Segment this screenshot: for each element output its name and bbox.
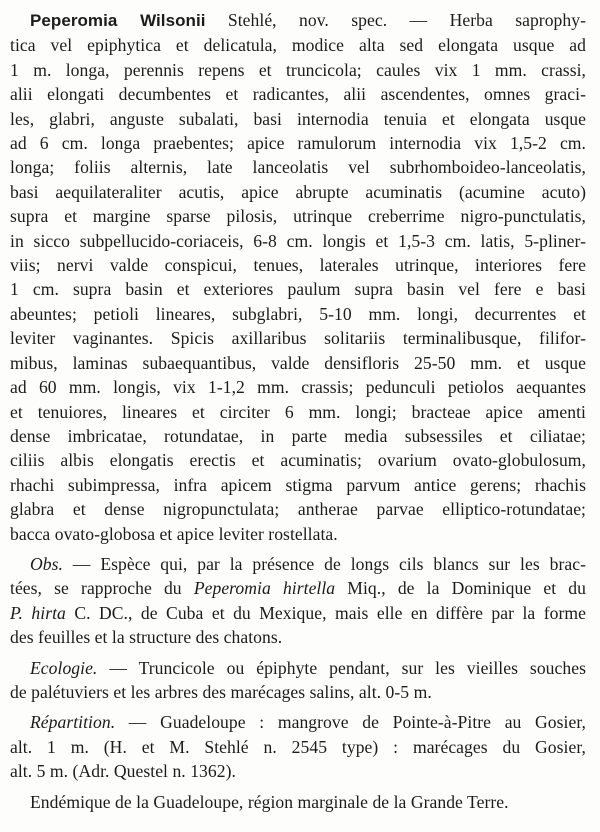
description-line: glabra et dense nigropunctulata; antherae parvae elliptico-rotundatae; [10, 499, 586, 520]
description-line: viis; nervi valde conspicui, tenues, laterales utrinque, interiores fere [10, 255, 586, 276]
species-title: Peperomia Wilsonii [30, 11, 206, 30]
species-description [10, 8, 586, 546]
description-line: dense imbricatae, rotundatae, in parte media subsessiles et ciliatae; [10, 425, 586, 446]
description-line: supra et margine sparse pilosis, utrinque creberrime nigro-punctulatis, [10, 206, 586, 227]
taxon-name: Peperomia hirtella [193, 578, 336, 599]
description-line: rhachi subimpressa, infra apicem stigma parvum antice gerens; rhachis [10, 474, 586, 495]
endemique-paragraph: Endémique de la Guadeloupe, région marginale de la Grande Terre. [30, 791, 509, 812]
description-line: Peperomia Wilsonii Stehlé, nov. spec. — Herba saprophy- [30, 10, 587, 30]
description-line: mibus, laminas subaequantibus, valde densifloris 25-50 mm. et usque [10, 352, 586, 373]
repartition-label: Répartition. [30, 712, 116, 733]
ecologie-paragraph: Ecologie. — Truncicole ou épiphyte pendant, sur les vieilles souches de palétuviers et les arbres des marécages salins, alt. 0-5 m. [10, 657, 586, 702]
description-line: longa; foliis alternis, late lanceolatis vel subrhomboideo-lanceolatis, [10, 157, 586, 178]
description-line: ciliis albis elongatis erectis et acuminatis; ovarium ovato-globulosum, [10, 450, 586, 471]
obs-label: Obs. [30, 553, 63, 574]
taxon-name: P. hirta [10, 602, 66, 623]
description-line: 1 m. longa, perennis repens et truncicola; caules vix 1 mm. crassi, [10, 59, 586, 80]
description-line: les, glabri, anguste subalati, basi internodia tenuia et elongata usque [10, 108, 586, 129]
description-line: abeuntes; petioli lineares, subglabri, 5-10 mm. longi, decurrentes et [10, 303, 586, 324]
description-line: ad 60 mm. longis, vix 1-1,2 mm. crassis; pedunculi petiolos aequantes [10, 377, 586, 398]
ecologie-label: Ecologie. [30, 657, 98, 678]
description-line: alii elongati decumbentes et radicantes, alii ascendentes, omnes graci- [10, 84, 586, 105]
description-line: ad 6 cm. longa praebentes; apice ramulorum internodia vix 1,5-2 cm. [10, 133, 586, 154]
description-line: in sicco subpellucido-coriaceis, 6-8 cm. longis et 1,5-3 cm. latis, 5-pliner- [10, 230, 586, 251]
description-line: leviter vaginantes. Spicis axillaribus solitariis terminalibusque, filifor- [10, 328, 586, 349]
description-line: 1 cm. supra basin et exteriores paulum supra basin vel fere e basi [10, 279, 586, 300]
repartition-paragraph: Répartition. — Guadeloupe : mangrove de Pointe-à-Pitre au Gosier, alt. 1 m. (H. et M. Stehlé n. 2545 type) : marécages du Gosier, alt. 5 m. (Adr. Questel n. 1362). [10, 712, 586, 782]
description-line: basi aequilateraliter acutis, apice abrupte acuminatis (acumine acuto) [10, 181, 586, 202]
description-line: tica vel epiphytica et delicatula, modice alta sed elongata usque ad [10, 35, 586, 56]
obs-paragraph: Obs. — Espèce qui, par la présence de longs cils blancs sur les brac- tées, se rapproche du Peperomia hirtella Miq., de la Dominique et du P. hirta C. DC., de Cuba et du Mexique, mais elle en diffère par la forme des feuilles et la structure des chatons. [10, 553, 586, 648]
description-line: bacca ovato-globosa et apice leviter rostellata. [10, 523, 338, 544]
description-line: et tenuiores, lineares et circiter 6 mm. longi; bracteae apice amenti [10, 401, 586, 422]
